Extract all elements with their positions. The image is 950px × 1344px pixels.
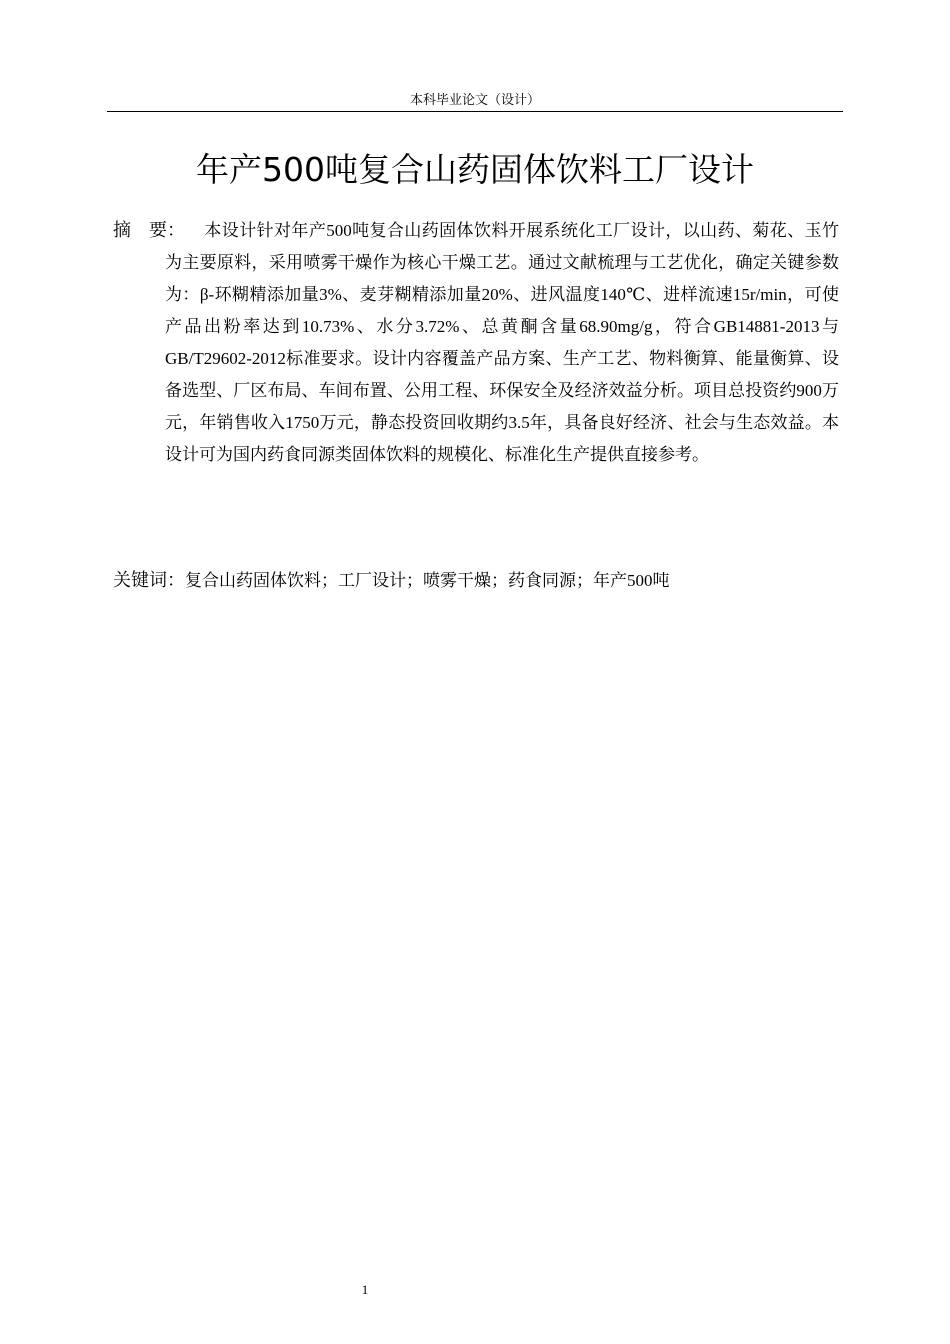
page-number: 1 — [361, 1282, 369, 1297]
keywords-line — [113, 565, 839, 597]
keywords-text: 复合山药固体饮料；工厂设计；喷雾干燥；药食同源；年产500吨 — [185, 571, 670, 590]
abstract-label: 摘 要： — [113, 220, 185, 241]
abstract-paragraph — [113, 215, 839, 471]
header-rule — [107, 111, 843, 112]
document-title: 年产500吨复合山药固体饮料工厂设计 — [196, 150, 754, 189]
running-header: 本科毕业论文（设计） — [409, 93, 540, 108]
abstract-text: 本设计针对年产500吨复合山药固体饮料开展系统化工厂设计，以山药、菊花、玉竹为主要原料，采用喷雾干燥作为核心干燥工艺。通过文献梳理与工艺优化，确定关键参数为：β-环糊精添加量3%、麦芽糊精添加量20%、进风温度140℃、进样流速15r/min，可使产品出粉率达到10.73%、水分3.72%、总黄酮含量68.90mg/g，符合GB14881-2013与GB/T29602-2012标准要求。设计内容覆盖产品方案、生产工艺、物料衡算、能量衡算、设备选型、厂区布局、车间布置、公用工程、环保安全及经济效益分析。项目总投资约900万元，年销售收入1750万元，静态投资回收期约3.5年，具备良好经济、社会与生态效益。本设计可为国内药食同源类固体饮料的规模化、标准化生产提供直接参考。 — [165, 221, 839, 464]
keywords-label: 关键词： — [113, 570, 185, 591]
